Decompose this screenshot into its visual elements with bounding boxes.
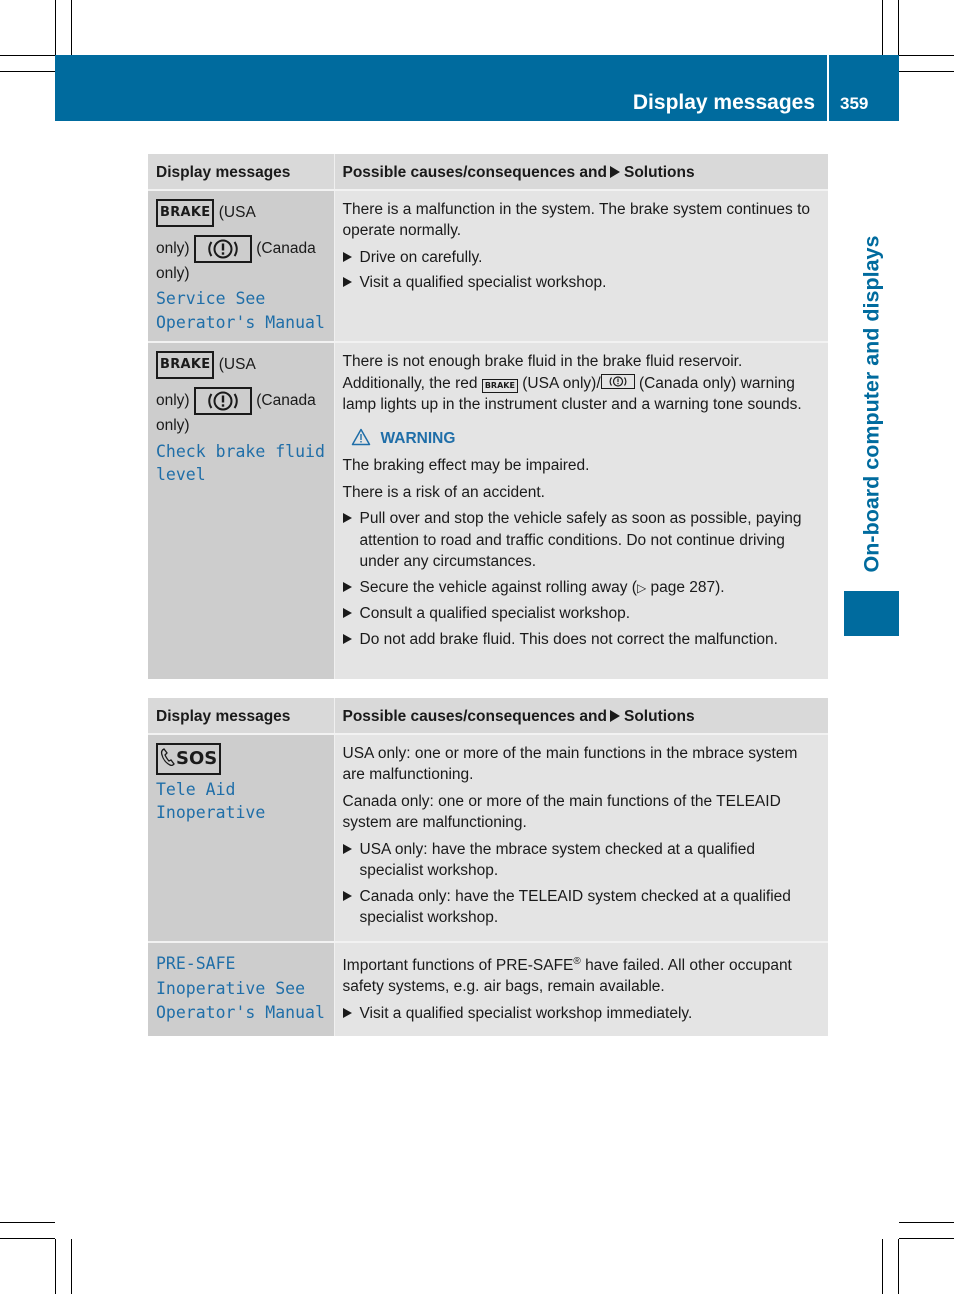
region-line	[156, 387, 326, 415]
display-message-text: Inoperative See	[156, 979, 306, 998]
solution-step: Consult a qualified specialist workshop.	[343, 603, 821, 625]
solution-cell	[334, 734, 828, 942]
sos-label: SOS	[176, 747, 218, 769]
warning-text: The braking effect may be impaired.	[342, 457, 590, 474]
solution-step: USA only: have the mbrace system checked at a qualified specialist workshop.	[343, 839, 821, 882]
column-header-display-messages: Display messages	[148, 154, 334, 190]
crop-mark	[0, 1238, 55, 1239]
cause-text-part: (USA only)/	[522, 374, 601, 392]
warning-heading	[343, 428, 821, 450]
cause-text: USA only: one or more of the main functions in the mbrace system are malfunctioning.	[342, 744, 798, 783]
solution-cell	[334, 942, 828, 1037]
solution-step: Drive on carefully.	[343, 247, 821, 269]
message-cell	[148, 942, 334, 1037]
brake-warning-icon: BRAKE	[156, 351, 214, 379]
display-message-text: Tele Aid	[156, 779, 236, 799]
crop-mark	[55, 1239, 56, 1294]
solution-cell	[334, 342, 828, 679]
cause-text: There is a malfunction in the system. The brake system continues to operate normally.	[342, 200, 811, 239]
region-label: only)	[156, 264, 190, 282]
brake-circle-icon	[601, 374, 635, 389]
table-row	[148, 734, 828, 942]
solution-cell	[334, 190, 828, 343]
cause-text-part: There is not enough brake fluid in the brake fluid reservoir. Additionally, the red	[342, 353, 743, 392]
sos-phone-icon	[156, 743, 221, 775]
solution-step: Canada only: have the TELEAID system checked at a qualified specialist workshop.	[343, 886, 821, 929]
message-cell	[148, 190, 334, 343]
crop-mark	[899, 71, 954, 72]
section-title: Display messages	[632, 91, 815, 114]
solution-step: Do not add brake fluid. This does not correct the malfunction.	[343, 629, 821, 651]
header-text: Possible causes/consequences and	[342, 164, 607, 181]
display-messages-table-brake	[148, 154, 828, 679]
solution-step: Visit a qualified specialist workshop.	[343, 272, 821, 294]
solution-step-text: Secure the vehicle against rolling away (	[359, 578, 637, 596]
crop-mark	[882, 0, 883, 55]
brake-warning-icon: BRAKE	[156, 199, 214, 227]
warning-label: WARNING	[380, 429, 456, 447]
region-label: (USA	[218, 356, 256, 374]
brake-circle-icon	[194, 387, 252, 415]
table-row	[148, 190, 828, 343]
display-message-text: PRE-SAFE	[156, 953, 236, 973]
cause-text	[343, 951, 821, 998]
display-message-text: Inoperative	[156, 803, 266, 822]
crop-mark	[55, 0, 56, 55]
chapter-tab	[858, 226, 886, 581]
column-header-display-messages: Display messages	[148, 698, 334, 734]
brake-circle-icon	[194, 235, 252, 263]
page-reference-icon: ▷	[636, 580, 647, 595]
cause-text: Canada only: one or more of the main functions of the TELEAID system are malfunctioning.	[342, 792, 781, 831]
header-divider	[827, 55, 829, 121]
arrow-right-icon	[610, 710, 620, 722]
page-reference-link[interactable]: page 287).	[650, 578, 725, 596]
solution-step	[343, 577, 821, 600]
crop-mark	[899, 1222, 954, 1223]
table-header-row	[148, 698, 828, 734]
region-label: (Canada	[256, 392, 316, 410]
cause-text-part: Important functions of PRE-SAFE	[342, 956, 574, 974]
region-label: only)	[156, 239, 190, 257]
cause-text	[343, 351, 821, 416]
column-header-solutions	[334, 154, 828, 190]
display-message-text: Service See	[156, 289, 266, 308]
header-text: Solutions	[623, 164, 695, 181]
solution-step: Pull over and stop the vehicle safely as soon as possible, paying attention to road and traffic conditions. Do not continue driving under any circumstances.	[343, 508, 821, 573]
crop-mark	[899, 55, 954, 56]
chapter-tab-marker	[844, 591, 899, 636]
region-label: only)	[156, 392, 190, 410]
cause-text-part: have failed. All other occupant safety systems, e.g. air bags, remain available.	[342, 956, 792, 996]
region-line	[156, 235, 326, 263]
crop-mark	[0, 71, 55, 72]
crop-mark	[898, 0, 899, 55]
page-number: 359	[840, 94, 869, 113]
table-header-row	[148, 154, 828, 190]
crop-mark	[71, 0, 72, 55]
warning-triangle-icon	[351, 428, 371, 446]
display-message-text: Check brake fluid	[156, 441, 325, 461]
registered-mark: ®	[573, 955, 581, 967]
solution-step: Visit a qualified specialist workshop immediately.	[343, 1003, 821, 1025]
warning-text: There is a risk of an accident.	[342, 483, 545, 501]
crop-mark	[0, 55, 55, 56]
crop-mark	[899, 1238, 954, 1239]
phone-icon	[160, 747, 176, 767]
crop-mark	[71, 1239, 72, 1294]
column-header-solutions	[334, 698, 828, 734]
crop-mark	[898, 1239, 899, 1294]
region-label: (USA	[218, 203, 256, 221]
crop-mark	[0, 1222, 55, 1223]
header-text: Solutions	[623, 708, 695, 725]
message-cell	[148, 734, 334, 942]
page-header	[55, 55, 899, 121]
table-row	[148, 942, 828, 1037]
message-cell	[148, 342, 334, 679]
display-message-text: Operator's Manual	[156, 1002, 325, 1022]
table-row	[148, 342, 828, 679]
display-message-text: Operator's Manual	[156, 312, 325, 332]
arrow-right-icon	[610, 166, 620, 178]
display-message-text: level	[156, 465, 206, 484]
display-messages-table-safety	[148, 698, 828, 1036]
region-label: (Canada	[256, 239, 316, 257]
crop-mark	[882, 1239, 883, 1294]
region-label: only)	[156, 417, 190, 434]
chapter-tab-label: On-board computer and displays	[859, 235, 884, 572]
header-text: Possible causes/consequences and	[342, 708, 607, 725]
brake-warning-icon: BRAKE	[482, 379, 518, 393]
cause-text-part: (Canada only) warning lamp lights up in the instrument cluster and a warning tone sounds.	[342, 374, 802, 413]
